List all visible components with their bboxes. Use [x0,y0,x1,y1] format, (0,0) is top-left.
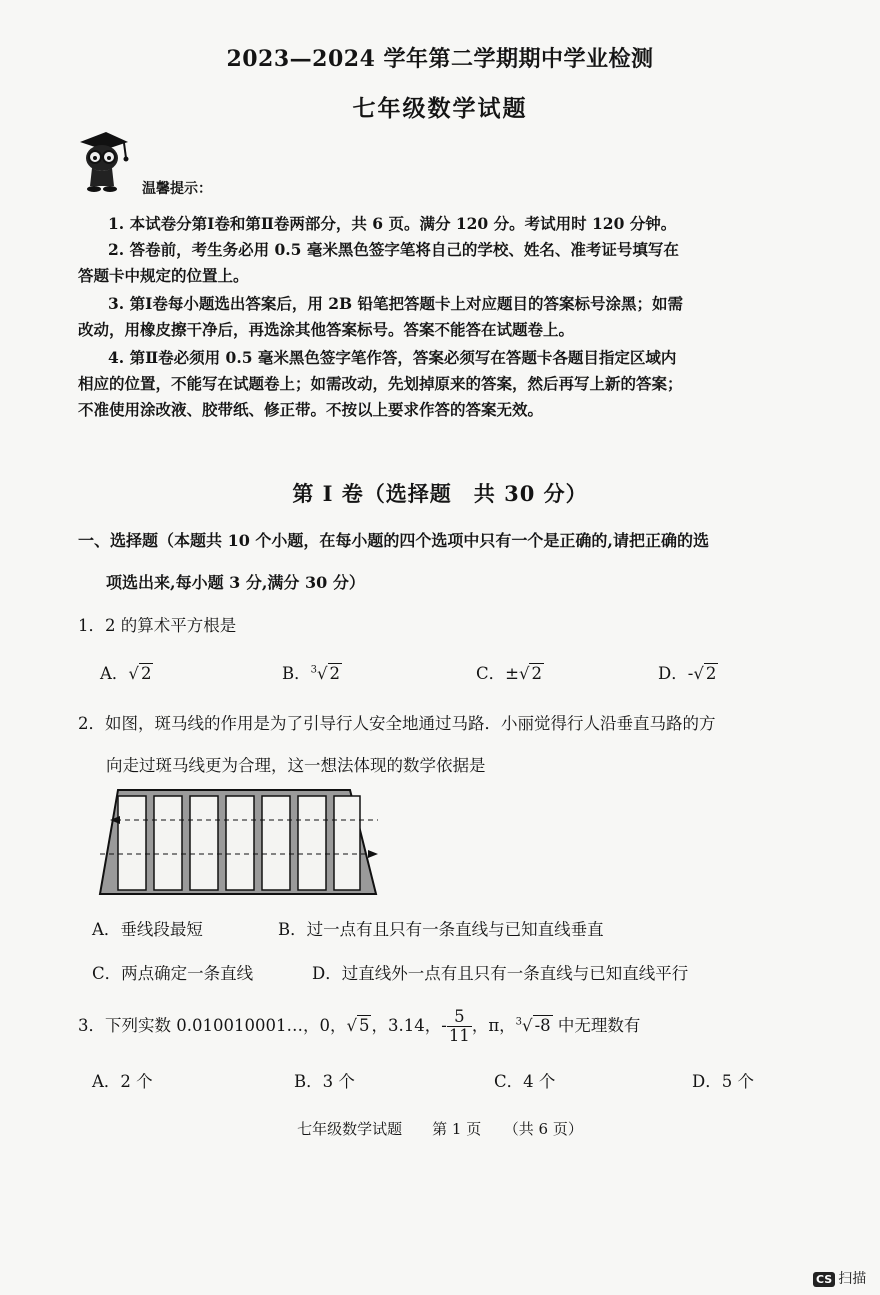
q1-stem: 1．2 的算术平方根是 [78,616,237,635]
q1-option-b-value: 2 [329,664,341,683]
q1-option-c-value: 2 [531,664,542,683]
q1-option-d: D．-√ 2 [658,664,717,683]
scanner-watermark[interactable] [813,1268,866,1288]
q3-stem-mid: ，3.14， [371,1016,442,1036]
q2-stem-cont: 向走过斑马线更为合理，这一想法体现的数学依据是 [106,756,486,775]
note-4-cont-1: 相应的位置，不能写在试题卷上；如需改动，先划掉原来的答案，然后再写上新的答案； [78,374,683,393]
q1-option-c: C．±√ 2 [476,664,542,683]
q1-option-b-index: 3 [310,664,318,676]
note-2: 2. 答卷前，考生务必用 0.5 毫米黑色签字笔将自己的学校、姓名、准考证号填写在 [108,240,679,259]
section-title: 第 Ⅰ 卷（选择题 共 30 分） [292,481,588,506]
tips-label: 温馨提示： [142,181,212,197]
mascot-scholar-icon [70,128,136,194]
note-4: 4. 第Ⅱ卷必须用 0.5 毫米黑色签字笔作答，答案必须写在答题卡各题目指定区域内 [108,348,677,367]
q1-option-a-value: 2 [140,664,152,683]
q2-option-b: B．过一点有且只有一条直线与已知直线垂直 [278,920,604,939]
section-instruction-cont: 项选出来,每小题 3 分,满分 30 分） [106,573,365,592]
q3-pi: ，π， [471,1016,516,1036]
note-3-cont: 改动，用橡皮擦干净后，再选涂其他答案标号。答案不能答在试题卷上。 [78,320,575,339]
q2-option-a: A．垂线段最短 [92,920,203,939]
q3-frac-num: 5 [447,1008,472,1027]
q3-stem-tail: 中无理数有 [552,1016,641,1036]
q1-option-b-label: B． [282,664,311,683]
q1-option-d-label: D． [658,664,688,683]
note-2-cont: 答题卡中规定的位置上。 [78,266,249,285]
q3-option-a: A．2 个 [92,1072,153,1091]
q3-option-c: C．4 个 [494,1072,556,1091]
q3-sqrt5: 5 [358,1016,370,1036]
q3-stem-text: 3．下列实数 0.010010001…，0， [78,1016,347,1036]
camscanner-icon: CS [813,1272,835,1287]
q1-option-a: A．√ 2 [100,664,152,683]
zebra-crossing-figure [98,786,380,898]
q1-option-c-sign: ± [505,664,519,683]
note-4-cont-2: 不准使用涂改液、胶带纸、修正带。不按以上要求作答的答案无效。 [78,400,544,419]
note-1: 1. 本试卷分第Ⅰ卷和第Ⅱ卷两部分，共 6 页。满分 120 分。考试用时 120 分钟。 [108,214,677,233]
q1-option-d-value: 2 [705,664,717,683]
exam-title: 2023—2024 学年第二学期期中学业检测 [226,46,654,72]
q1-option-d-sign: - [687,664,694,683]
q1-option-c-label: C． [476,664,506,683]
q1-option-b: B．$^3$√ 2 [282,664,341,683]
q3-stem: 3．下列实数 0.010010001…，0，√ 5 ，3.14，- $\frac{5}{11}$ ，π，$^3$√ -8 中无理数有 [78,1007,641,1046]
q1-option-a-label: A． [100,664,129,683]
q2-stem: 2．如图，斑马线的作用是为了引导行人安全地通过马路．小丽觉得行人沿垂直马路的方 [78,714,716,733]
q3-option-d: D．5 个 [692,1072,754,1091]
q3-frac-den: 11 [448,1026,470,1046]
q3-option-b: B．3 个 [294,1072,355,1091]
note-3: 3. 第Ⅰ卷每小题选出答案后，用 2B 铅笔把答题卡上对应题目的答案标号涂黑；如需 [108,294,684,313]
exam-subtitle: 七年级数学试题 [352,95,528,122]
q3-cbrt-value: -8 [534,1016,551,1036]
q3-fraction [447,1008,472,1045]
page-footer: 七年级数学试题 第 1 页 （共 6 页） [297,1120,583,1138]
scanner-label: 扫描 [838,1271,867,1287]
q2-option-c: C．两点确定一条直线 [92,964,254,983]
q3-cbrt-index: 3 [515,1016,523,1028]
q2-option-d: D．过直线外一点有且只有一条直线与已知直线平行 [312,964,689,983]
section-instruction: 一、选择题（本题共 10 个小题，在每小题的四个选项中只有一个是正确的,请把正确的选 [78,531,709,550]
q3-frac-sign: - [441,1016,447,1036]
